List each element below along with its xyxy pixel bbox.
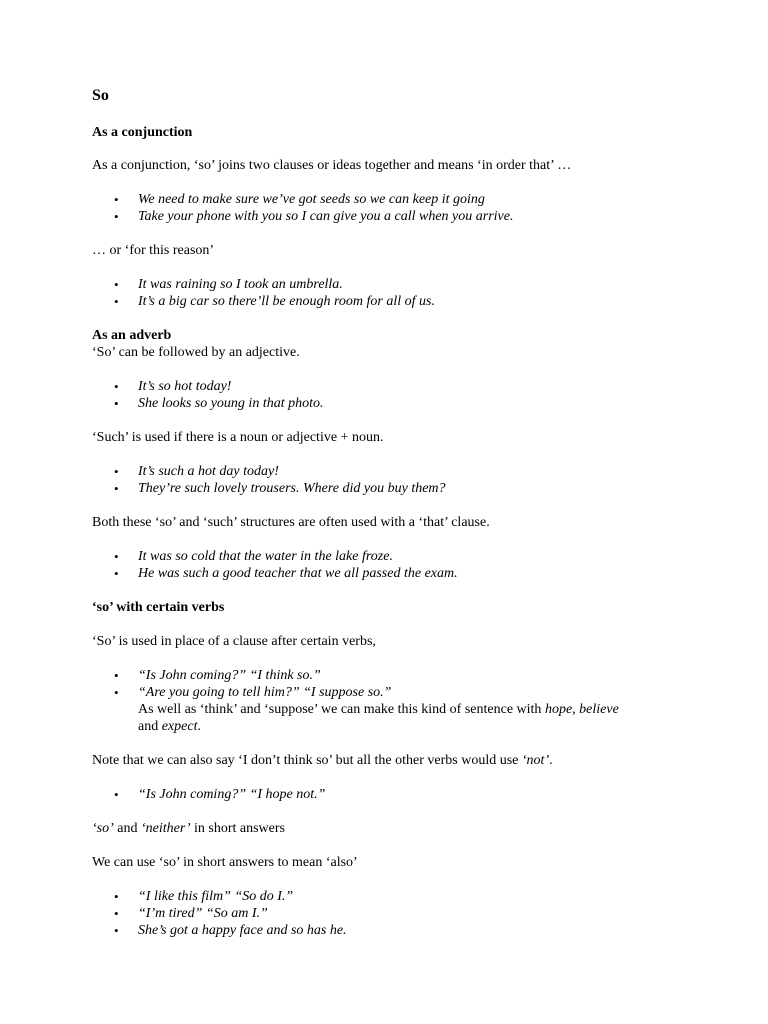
not-note <box>92 752 712 769</box>
heading-short-answers <box>92 820 712 837</box>
note-end: . <box>197 719 201 734</box>
note-believe: believe <box>579 702 619 717</box>
adverb-examples-3 <box>92 548 712 582</box>
verbs-note <box>138 701 712 735</box>
list-item: • “I like this film” “So do I.” <box>92 888 712 905</box>
short-answers-examples <box>92 888 712 939</box>
not-word: ‘not’ <box>521 753 550 768</box>
short-answers-intro: We can use ‘so’ in short answers to mean ‘also’ <box>92 855 358 870</box>
note-hope: hope <box>544 702 573 717</box>
conjunction-examples-2 <box>92 276 712 310</box>
and-word: and <box>113 821 141 836</box>
document-page <box>92 86 712 939</box>
certain-verbs-intro: ‘So’ is used in place of a clause after certain verbs, <box>92 634 376 649</box>
short-answers-text: in short answers <box>190 821 285 836</box>
hope-not-examples <box>92 786 712 803</box>
list-item: • They’re such lovely trousers. Where did you buy them? <box>92 480 712 497</box>
list-item <box>92 684 712 735</box>
list-item-text: “Are you going to tell him?” “I suppose so.” <box>138 685 392 700</box>
list-item: • It’s such a hot day today! <box>92 463 712 480</box>
conjunction-examples-1 <box>92 191 712 225</box>
adverb-intro: ‘So’ can be followed by an adjective. <box>92 345 300 360</box>
list-item: • It was so cold that the water in the lake froze. <box>92 548 712 565</box>
list-item: • It’s a big car so there’ll be enough room for all of us. <box>92 293 712 310</box>
note-expect: expect <box>161 719 198 734</box>
adverb-examples-2 <box>92 463 712 497</box>
adverb-examples-1 <box>92 378 712 412</box>
heading-adverb: As an adverb <box>92 328 172 343</box>
list-item: • She’s got a happy face and so has he. <box>92 922 712 939</box>
heading-certain-verbs: ‘so’ with certain verbs <box>92 600 225 615</box>
page-title: So <box>92 87 109 104</box>
note-text: As well as ‘think’ and ‘suppose’ we can make this kind of sentence with <box>138 702 545 717</box>
list-item: • “Is John coming?” “I think so.” <box>92 667 712 684</box>
such-text: ‘Such’ is used if there is a noun or adjective + noun. <box>92 430 384 445</box>
note-comma: , <box>572 702 580 717</box>
list-item: • She looks so young in that photo. <box>92 395 712 412</box>
neither-word: ‘neither’ <box>141 821 191 836</box>
conjunction-intro: As a conjunction, ‘so’ joins two clauses or ideas together and means ‘in order that’ … <box>92 158 572 173</box>
list-item: • It’s so hot today! <box>92 378 712 395</box>
list-item: • Take your phone with you so I can give you a call when you arrive. <box>92 208 712 225</box>
list-item: • He was such a good teacher that we all passed the exam. <box>92 565 712 582</box>
list-item: • “Is John coming?” “I hope not.” <box>92 786 712 803</box>
both-text: Both these ‘so’ and ‘such’ structures are often used with a ‘that’ clause. <box>92 515 490 530</box>
note-and: and <box>138 719 162 734</box>
certain-verbs-examples <box>92 667 712 735</box>
list-item: • “I’m tired” “So am I.” <box>92 905 712 922</box>
not-note-end: . <box>549 753 553 768</box>
for-this-reason-text: … or ‘for this reason’ <box>92 243 215 258</box>
so-word: ‘so’ <box>92 821 114 836</box>
heading-conjunction: As a conjunction <box>92 125 193 140</box>
not-note-text: Note that we can also say ‘I don’t think so’ but all the other verbs would use <box>92 753 522 768</box>
list-item: • It was raining so I took an umbrella. <box>92 276 712 293</box>
list-item: • We need to make sure we’ve got seeds so we can keep it going <box>92 191 712 208</box>
